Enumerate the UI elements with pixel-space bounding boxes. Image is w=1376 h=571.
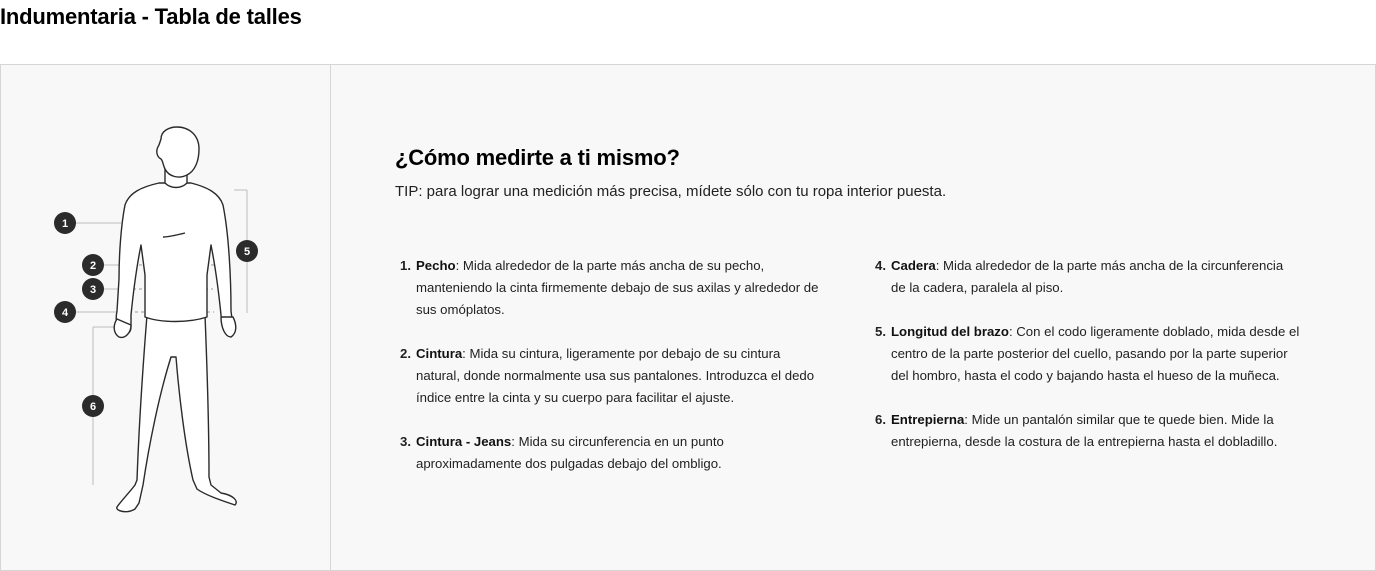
marker-5 <box>236 240 258 262</box>
human-figure <box>114 127 236 512</box>
item-number: 5. <box>875 324 886 339</box>
measurement-item-entrepierna <box>870 409 1300 453</box>
body-measurement-illustration <box>1 65 330 570</box>
guide-content <box>395 145 1335 471</box>
item-number: 6. <box>875 412 886 427</box>
marker-2 <box>82 254 104 276</box>
marker-6 <box>82 395 104 417</box>
svg-text:6: 6 <box>89 401 97 413</box>
svg-text:5: 5 <box>243 246 251 258</box>
svg-text:4: 4 <box>61 307 69 319</box>
guide-tip: TIP: para lograr una medición más precisa, mídete sólo con tu ropa interior puesta. <box>395 183 947 200</box>
item-description: : Mida alrededor de la parte más ancha de su pecho, manteniendo la cinta firmemente debajo de sus axilas y alrededor de sus omóplatos. <box>416 258 819 317</box>
item-number: 1. <box>400 258 411 273</box>
svg-text:3: 3 <box>89 284 97 296</box>
item-title: Entrepierna <box>891 412 965 427</box>
item-description: : Con el codo ligeramente doblado, mida desde el centro de la parte posterior del cuello, pasando por la parte superior del hombro, hasta el codo y bajando hasta el hueso de la muñeca. <box>891 324 1300 383</box>
page-title: Indumentaria - Tabla de talles <box>0 4 302 29</box>
item-description: : Mida alrededor de la parte más ancha de la circunferencia de la cadera, paralela al piso. <box>891 258 1284 295</box>
item-number: 3. <box>400 434 411 449</box>
item-description: : Mida su circunferencia en un punto aproximadamente dos pulgadas debajo del ombligo. <box>416 434 724 471</box>
marker-1 <box>54 212 76 234</box>
marker-3 <box>82 278 104 300</box>
measurement-item-longitud-brazo <box>870 321 1300 387</box>
item-number: 4. <box>875 258 886 273</box>
marker-4 <box>54 301 76 323</box>
item-description: : Mida su cintura, ligeramente por debajo de su cintura natural, donde normalmente usa sus pantalones. Introduzca el dedo índice entre la cinta y su cuerpo para facilitar el ajuste. <box>416 346 815 405</box>
item-number: 2. <box>400 346 411 361</box>
measurement-item-pecho <box>395 255 825 321</box>
measurement-item-cintura <box>395 343 825 409</box>
item-title: Cadera <box>891 258 936 273</box>
measurements-list-left <box>395 255 825 497</box>
measurement-item-cintura-jeans <box>395 431 825 475</box>
measurements-list-right <box>870 255 1300 475</box>
figure-pane <box>1 65 331 570</box>
item-title: Longitud del brazo <box>891 324 1009 339</box>
item-title: Cintura <box>416 346 463 361</box>
guide-heading: ¿Cómo medirte a ti mismo? <box>395 145 680 170</box>
item-title: Cintura - Jeans <box>416 434 512 449</box>
item-title: Pecho <box>416 258 456 273</box>
svg-text:2: 2 <box>89 260 97 272</box>
measurement-item-cadera <box>870 255 1300 299</box>
item-description: : Mide un pantalón similar que te quede bien. Mide la entrepierna, desde la costura de la entrepierna hasta el dobladillo. <box>891 412 1278 449</box>
svg-text:1: 1 <box>61 218 69 230</box>
size-guide-panel <box>0 64 1376 571</box>
